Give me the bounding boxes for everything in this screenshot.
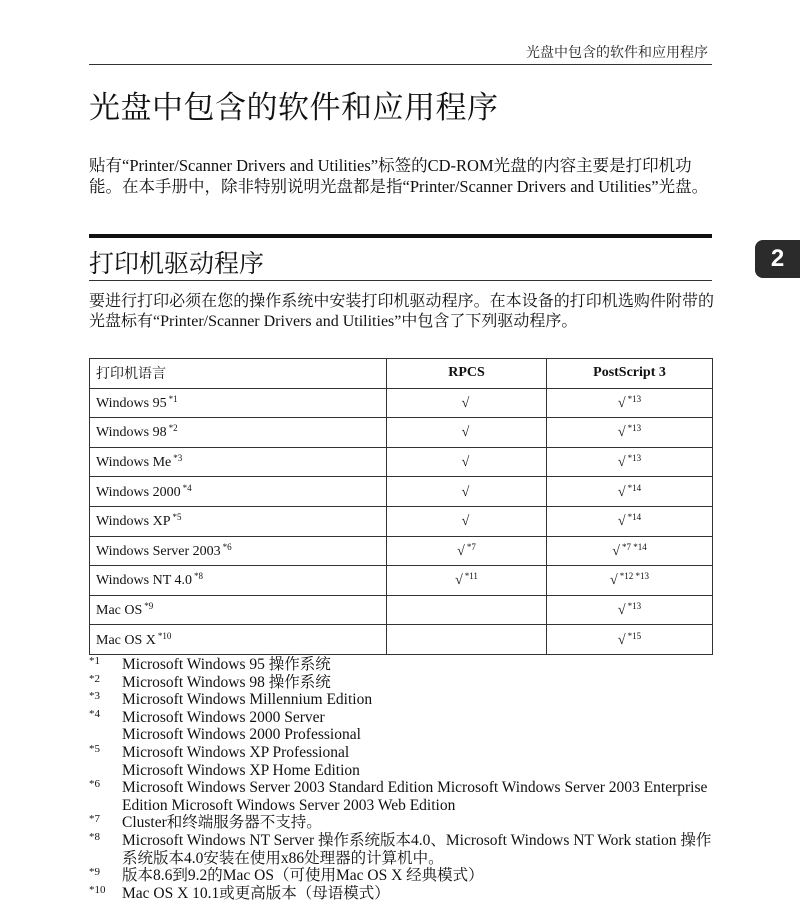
footnote-text: Microsoft Windows 95 操作系统: [122, 656, 331, 673]
postscript-cell-footnote-ref: *7 *14: [621, 541, 647, 552]
os-cell-value: Windows NT 4.0: [96, 573, 193, 589]
table-row: [90, 566, 713, 596]
section-title: 打印机驱动程序: [89, 251, 265, 278]
postscript-cell: [547, 447, 713, 477]
footnote-text: 版本8.6到9.2的Mac OS（可使用Mac OS X 经典模式）: [122, 867, 484, 885]
rpcs-cell: [387, 388, 547, 418]
postscript-cell-value: √: [610, 573, 618, 589]
footnote-mark: *4: [89, 707, 100, 720]
os-cell-footnote-ref: *6: [222, 541, 232, 552]
footnote-item: [89, 867, 714, 885]
footnote-item: [89, 656, 714, 674]
postscript-cell: [547, 477, 713, 507]
os-cell: [90, 506, 387, 536]
header-rpcs: RPCS: [387, 359, 547, 389]
footnote-mark: *7: [89, 813, 100, 826]
table-row: [90, 595, 713, 625]
footnote-item: [89, 832, 714, 867]
postscript-cell-value: √: [617, 425, 626, 441]
rpcs-cell-value: √: [461, 425, 470, 441]
section-body: 要进行打印必须在您的操作系统中安装打印机驱动程序。在本设备的打印机选购件附带的光盘标有“Printer/Scanner Drivers and Utilities”中包含了下列驱动程序。: [89, 293, 714, 330]
running-header: 光盘中包含的软件和应用程序: [526, 46, 708, 61]
os-cell: [90, 595, 387, 625]
postscript-cell-value: √: [612, 543, 620, 559]
postscript-cell-footnote-ref: *15: [627, 630, 642, 641]
postscript-cell-footnote-ref: *14: [627, 482, 642, 493]
postscript-cell: [547, 388, 713, 418]
postscript-cell: [547, 536, 713, 566]
footnote-item: [89, 709, 714, 727]
table-row: [90, 536, 713, 566]
rpcs-cell: [387, 506, 547, 536]
footnote-text: Microsoft Windows 2000 Server: [122, 708, 325, 726]
footnote-text: Microsoft Windows 98 操作系统: [122, 673, 331, 691]
rpcs-cell: [387, 447, 547, 477]
driver-table: [89, 358, 713, 655]
postscript-cell: [547, 506, 713, 536]
postscript-cell: [547, 625, 713, 655]
postscript-cell-value: √: [617, 514, 626, 530]
footnote-item: [89, 814, 714, 832]
os-cell-value: Windows Me: [96, 455, 172, 471]
header-rule: [89, 64, 712, 65]
table-row: [90, 388, 713, 418]
footnote-mark: *9: [89, 866, 100, 879]
footnote-mark: *5: [89, 742, 100, 755]
postscript-cell-value: √: [617, 455, 626, 471]
os-cell: [90, 625, 387, 655]
footnote-item: [89, 779, 714, 814]
os-cell-value: Windows Server 2003: [96, 543, 221, 559]
rpcs-cell-footnote-ref: *11: [464, 571, 478, 582]
postscript-cell-value: √: [617, 603, 626, 619]
footnote-item: [89, 674, 714, 692]
footnote-text: Mac OS X 10.1或更高版本（母语模式）: [122, 884, 390, 902]
os-cell-footnote-ref: *5: [172, 512, 182, 523]
rpcs-cell-value: √: [457, 543, 465, 559]
footnote-item: [89, 762, 714, 780]
header-postscript: PostScript 3: [547, 359, 713, 389]
postscript-cell-footnote-ref: *13: [627, 453, 642, 464]
page-title: 光盘中包含的软件和应用程序: [89, 90, 499, 125]
rpcs-cell: [387, 625, 547, 655]
rpcs-cell-footnote-ref: *7: [466, 541, 476, 552]
footnote-text: Microsoft Windows NT Server 操作系统版本4.0、Microsoft Windows NT Work station 操作系统版本4.0安装在使用x86处理器的计算机中。: [122, 831, 712, 867]
postscript-cell: [547, 418, 713, 448]
postscript-cell-footnote-ref: *12 *13: [619, 571, 649, 582]
section-underline: [89, 280, 712, 281]
table-row: [90, 418, 713, 448]
footnote-item: [89, 885, 714, 903]
footnote-text: Microsoft Windows 2000 Professional: [122, 726, 361, 744]
table-row: [90, 477, 713, 507]
rpcs-cell-value: √: [461, 484, 470, 500]
footnote-item: [89, 691, 714, 709]
footnote-mark: *6: [89, 778, 100, 791]
section-rule: [89, 234, 712, 238]
os-cell: [90, 566, 387, 596]
postscript-cell-footnote-ref: *13: [627, 601, 642, 612]
os-cell: [90, 418, 387, 448]
os-cell-value: Mac OS: [96, 603, 143, 619]
os-cell-footnote-ref: *4: [182, 482, 192, 493]
postscript-cell: [547, 595, 713, 625]
rpcs-cell: [387, 536, 547, 566]
os-cell-footnote-ref: *10: [157, 630, 172, 641]
os-cell-value: Mac OS X: [96, 632, 156, 648]
rpcs-cell-value: √: [461, 455, 470, 471]
footnote-item: [89, 726, 714, 744]
rpcs-cell: [387, 477, 547, 507]
footnote-mark: *8: [89, 830, 100, 843]
table-row: [90, 447, 713, 477]
postscript-cell-footnote-ref: *13: [627, 393, 642, 404]
os-cell: [90, 477, 387, 507]
footnote-mark: *3: [89, 690, 100, 703]
rpcs-cell: [387, 595, 547, 625]
table-row: [90, 625, 713, 655]
os-cell-value: Windows XP: [96, 514, 171, 530]
footnote-mark: *1: [89, 655, 100, 667]
postscript-cell-footnote-ref: *14: [627, 512, 642, 523]
postscript-cell-value: √: [617, 632, 626, 648]
footnote-text: Microsoft Windows Server 2003 Standard Edition Microsoft Windows Server 2003 Enterprise Edition Microsoft Windows Server 2003 Web Edition: [122, 779, 708, 814]
rpcs-cell: [387, 566, 547, 596]
os-cell: [90, 536, 387, 566]
os-cell: [90, 388, 387, 418]
header-printer-language: 打印机语言: [90, 359, 387, 389]
postscript-cell-footnote-ref: *13: [627, 423, 642, 434]
footnote-text: Cluster和终端服务器不支持。: [122, 814, 322, 832]
rpcs-cell-value: √: [455, 573, 463, 589]
os-cell: [90, 447, 387, 477]
os-cell-footnote-ref: *2: [168, 423, 178, 434]
rpcs-cell-value: √: [461, 514, 470, 530]
os-cell-value: Windows 2000: [96, 484, 181, 500]
postscript-cell: [547, 566, 713, 596]
footnote-mark: *10: [89, 883, 106, 896]
footnote-text: Microsoft Windows XP Professional: [122, 743, 350, 761]
table-row: [90, 506, 713, 536]
os-cell-footnote-ref: *8: [194, 571, 204, 582]
chapter-tab: 2: [755, 240, 800, 278]
intro-paragraph: 贴有“Printer/Scanner Drivers and Utilities”标签的CD-ROM光盘的内容主要是打印机功能。在本手册中，除非特别说明光盘都是指“Printer/Scanner Drivers and Utilities”光盘。: [89, 156, 709, 196]
footnote-text: Microsoft Windows XP Home Edition: [122, 761, 360, 779]
footnote-item: [89, 744, 714, 762]
os-cell-value: Windows 98: [96, 425, 167, 441]
rpcs-cell: [387, 418, 547, 448]
footnote-mark: *2: [89, 672, 100, 685]
postscript-cell-value: √: [617, 484, 626, 500]
os-cell-value: Windows 95: [96, 395, 167, 411]
os-cell-footnote-ref: *3: [173, 453, 183, 464]
postscript-cell-value: √: [617, 395, 626, 411]
os-cell-footnote-ref: *9: [144, 601, 154, 612]
os-cell-footnote-ref: *1: [168, 393, 178, 404]
footnote-text: Microsoft Windows Millennium Edition: [122, 691, 373, 709]
table-header-row: [90, 359, 713, 389]
rpcs-cell-value: √: [461, 395, 470, 411]
footnote-list: [89, 656, 714, 902]
